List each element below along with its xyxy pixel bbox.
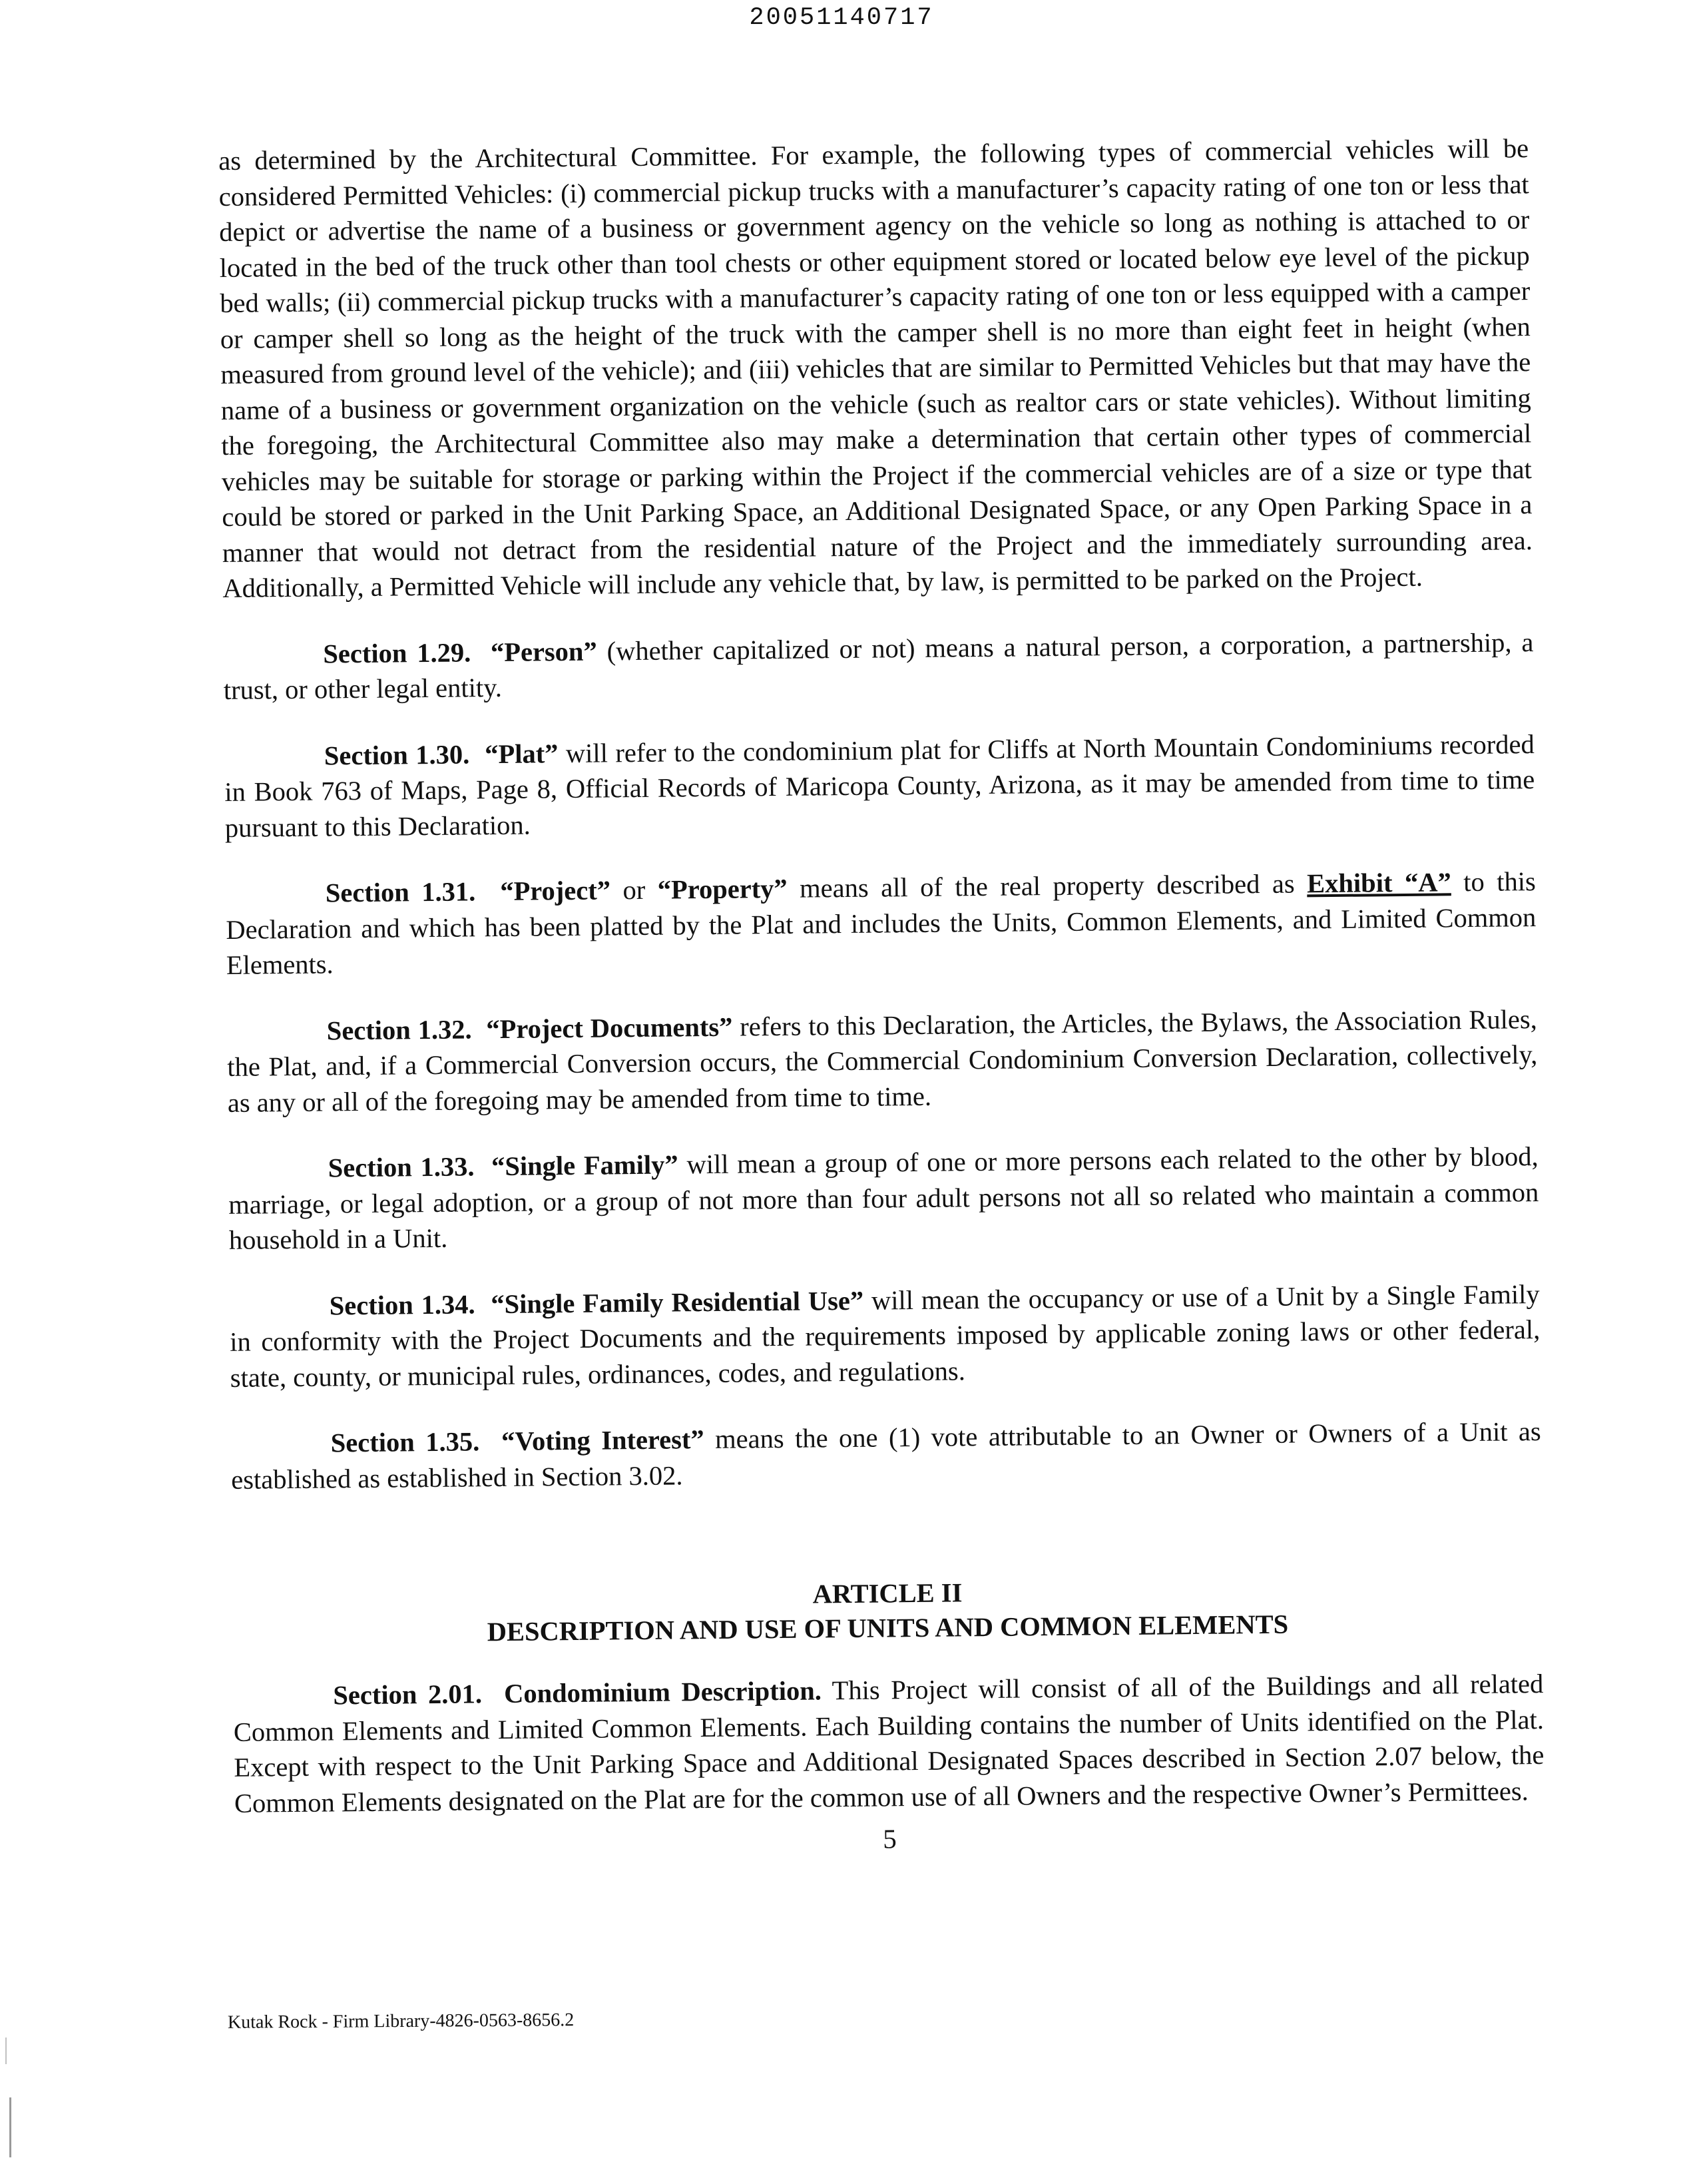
section-1-30 <box>224 726 1535 846</box>
document-number: 20051140717 <box>749 4 934 32</box>
defined-term: “Single Family” <box>491 1149 678 1182</box>
section-text: (whether capitalized or not) means a natural person, a corporation, a partnership, a trust, or other legal entity. <box>223 627 1534 705</box>
section-2-01 <box>233 1666 1545 1821</box>
exhibit-reference: Exhibit “A” <box>1306 867 1451 899</box>
section-number: Section 1.30. <box>324 738 470 771</box>
section-text-a: means all of the real property described as <box>787 868 1308 904</box>
section-number: Section 1.34. <box>329 1288 475 1320</box>
section-number: Section 1.29. <box>323 637 471 669</box>
section-text-b: to this Declaration and which has been platted by the Plat and includes the Units, Common Elements, and Limited Common Elements. <box>226 866 1537 980</box>
section-text: means the one (1) vote attributable to an Owner or Owners of a Unit as established as established in Section 3.02. <box>231 1416 1541 1495</box>
section-number: Section 2.01. <box>333 1679 483 1711</box>
section-text: will mean a group of one or more persons each related to the other by blood, marriage, or legal adoption, or a group of not more than four adult persons not all so related who maintain a common household in a Unit. <box>228 1141 1539 1255</box>
section-number: Section 1.33. <box>328 1151 475 1183</box>
article-title: DESCRIPTION AND USE OF UNITS AND COMMON ELEMENTS <box>487 1609 1289 1647</box>
section-1-29 <box>223 625 1534 708</box>
defined-term: “Plat” <box>484 738 559 769</box>
section-heading: Condominium Description <box>503 1675 815 1709</box>
section-1-35 <box>230 1414 1541 1498</box>
section-text: This Project will consist of all of the Buildings and all related Common Elements and Limited Common Elements. Each Building contains the number of Units identified on the Plat. Except with respect to the Unit Parking Space and Additional Designated Spaces described in Section 2.07 below, the Common Elements designated on the Plat are for the common use of all Owners and the respective Owner’s Permittees. <box>233 1669 1545 1818</box>
defined-term-2: “Property” <box>657 873 788 905</box>
section-1-31 <box>226 864 1537 983</box>
section-1-32 <box>227 1001 1538 1121</box>
defined-term: “Project” <box>500 875 611 906</box>
article-heading <box>232 1570 1543 1652</box>
defined-term: “Project Documents” <box>486 1011 733 1044</box>
article-label: ARTICLE II <box>812 1577 963 1609</box>
heading-period: . <box>814 1675 822 1706</box>
section-1-34 <box>230 1276 1541 1396</box>
connector-text: or <box>610 874 658 906</box>
defined-term: “Person” <box>490 636 597 667</box>
section-1-33 <box>228 1139 1539 1258</box>
defined-term: “Voting Interest” <box>501 1424 704 1457</box>
scan-margin-mark <box>9 2097 11 2157</box>
defined-term: “Single Family Residential Use” <box>491 1285 864 1319</box>
firm-library-reference: Kutak Rock - Firm Library-4826-0563-8656.2 <box>227 2010 575 2033</box>
section-number: Section 1.31. <box>325 876 476 908</box>
section-text: will refer to the condominium plat for Cliffs at North Mountain Condominiums recorded in Book 763 of Maps, Page 8, Official Records of Maricopa County, Arizona, as it may be amended from time to time pursuant to this Declaration. <box>224 728 1535 843</box>
section-number: Section 1.32. <box>326 1013 472 1045</box>
section-number: Section 1.35. <box>330 1426 480 1458</box>
section-text: will mean the occupancy or use of a Unit by a Single Family in conformity with the Project Documents and the requirements imposed by applicable zoning laws or other federal, state, county, or municipal rules, ordinances, codes, and regulations. <box>230 1278 1541 1393</box>
intro-paragraph: as determined by the Architectural Committee. For example, the following types of commercial vehicles will be considered Permitted Vehicles: (i) commercial pickup trucks with a manufacturer’s capacity rating of one ton or less that depict or advertise the name of a business or government agency on the vehicle so long as nothing is attached to or located in the bed of the truck other than tool chests or other equipment stored or located below eye level of the pickup bed walls; (ii) commercial pickup trucks with a manufacturer’s capacity rating of one ton or less equipped with a camper or camper shell so long as the height of the truck with the camper shell is no more than eight feet in height (when measured from ground level of the vehicle); and (iii) vehicles that are similar to Permitted Vehicles but that may have the name of a business or government organization on the vehicle (such as realtor cars or state vehicles). Without limiting the foregoing, the Architectural Committee also may make a determination that certain other types of commercial vehicles may be suitable for storage or parking within the Project if the commercial vehicles are of a size or type that could be stored or parked in the Unit Parking Space, an Additional Designated Space, or any Open Parking Space in a manner that would not detract from the residential nature of the Project and the immediately surrounding area. Additionally, a Permitted Vehicle will include any vehicle that, by law, is permitted to be parked on the Project. <box>218 133 1533 603</box>
document-page <box>218 131 1545 1861</box>
page-number: 5 <box>883 1823 897 1854</box>
scan-margin-mark <box>5 2038 7 2064</box>
section-text: refers to this Declaration, the Articles, the Bylaws, the Association Rules, the Plat, and, if a Commercial Conversion occurs, the Commercial Condominium Conversion Declaration, collectively, as any or all of the foregoing may be amended from time to time. <box>227 1003 1538 1118</box>
